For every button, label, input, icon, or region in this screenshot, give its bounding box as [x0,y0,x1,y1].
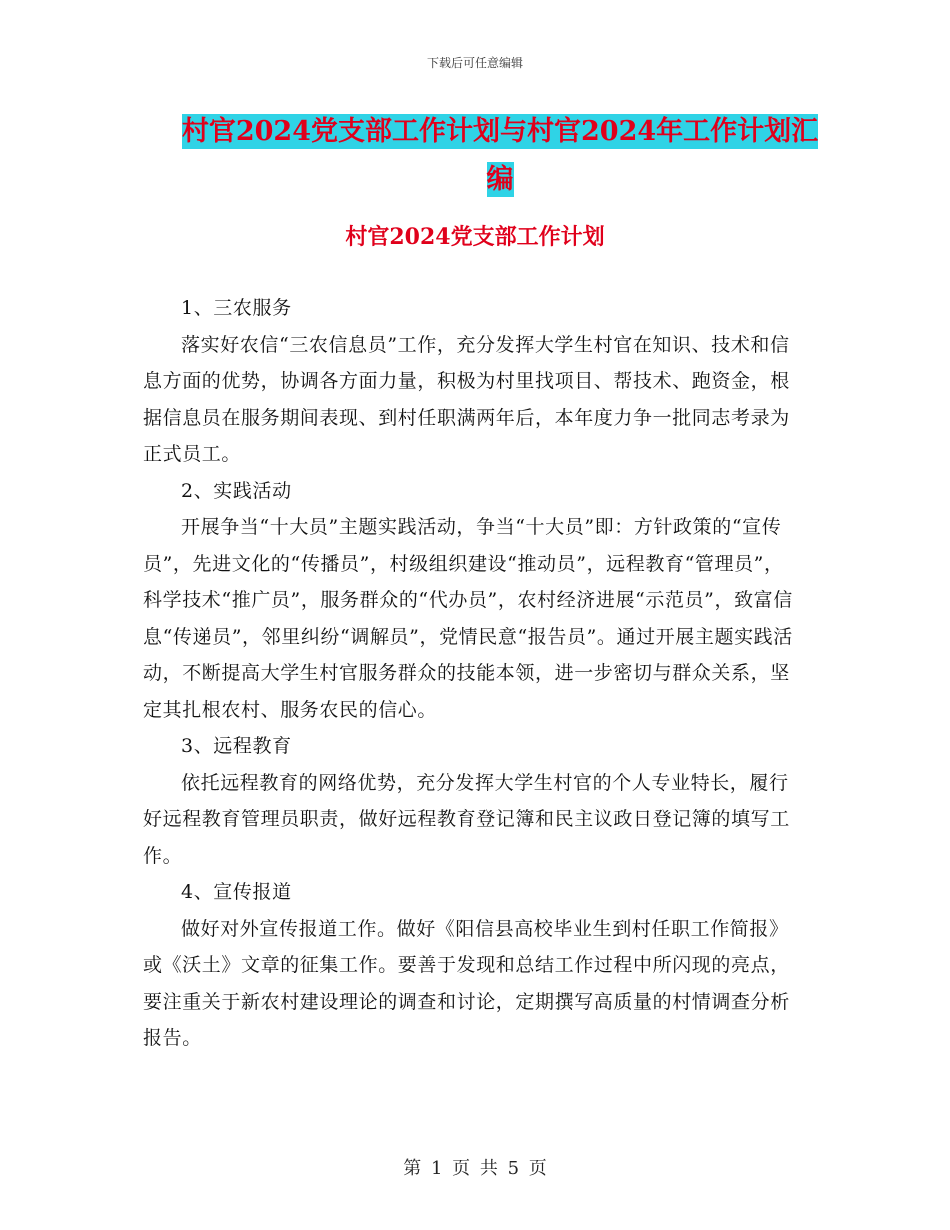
header-note: 下载后可任意编辑 [426,56,523,70]
title-line-2: 编 [486,164,514,195]
section-title: 村官2024党支部工作计划 [345,224,605,250]
heading-remote-education: 3、远程教育 [181,735,292,757]
page-number-footer: 第 1 页 共 5 页 [403,1158,547,1179]
paragraph-publicity-report: 做好对外宣传报道工作。做好《阳信县高校毕业生到村任职工作简报》或《沃土》文章的征集工作。要善于发现和总结工作过程中所闪现的亮点，要注重关于新农村建设理论的调查和讨论，定期撰写高质量的村情调查分析报告。 [143,917,790,1049]
heading-publicity-report: 4、宣传报道 [181,881,292,903]
paragraph-practice-activity: 开展争当“十大员”主题实践活动，争当“十大员”即：方针政策的“宣传员”，先进文化的“传播员”，村级组织建设“推动员”，远程教育“管理员”，科学技术“推广员”，服务群众的“代办员”，农村经济进展“示范员”，致富信息“传递员”，邻里纠纷“调解员”，党情民意“报告员”。通过开展主题实践活动，不断提高大学生村官服务群众的技能本领，进一步密切与群众关系，坚定其扎根农村、服务农民的信心。 [143,516,793,721]
document-title [150,108,850,204]
paragraph-remote-education: 依托远程教育的网络优势，充分发挥大学生村官的个人专业特长，履行好远程教育管理员职责，做好远程教育登记簿和民主议政日登记簿的填写工作。 [143,771,790,867]
paragraph-sannong-service: 落实好农信“三农信息员”工作，充分发挥大学生村官在知识、技术和信息方面的优势，协调各方面力量，积极为村里找项目、帮技术、跑资金，根据信息员在服务期间表现、到村任职满两年后，本年度力争一批同志考录为正式员工。 [143,333,790,465]
title-line-1: 村官2024党支部工作计划与村官2024年工作计划汇 [181,116,819,147]
document-body [143,290,803,1057]
heading-practice-activity: 2、实践活动 [181,479,292,502]
heading-sannong-service: 1、三农服务 [181,297,292,319]
